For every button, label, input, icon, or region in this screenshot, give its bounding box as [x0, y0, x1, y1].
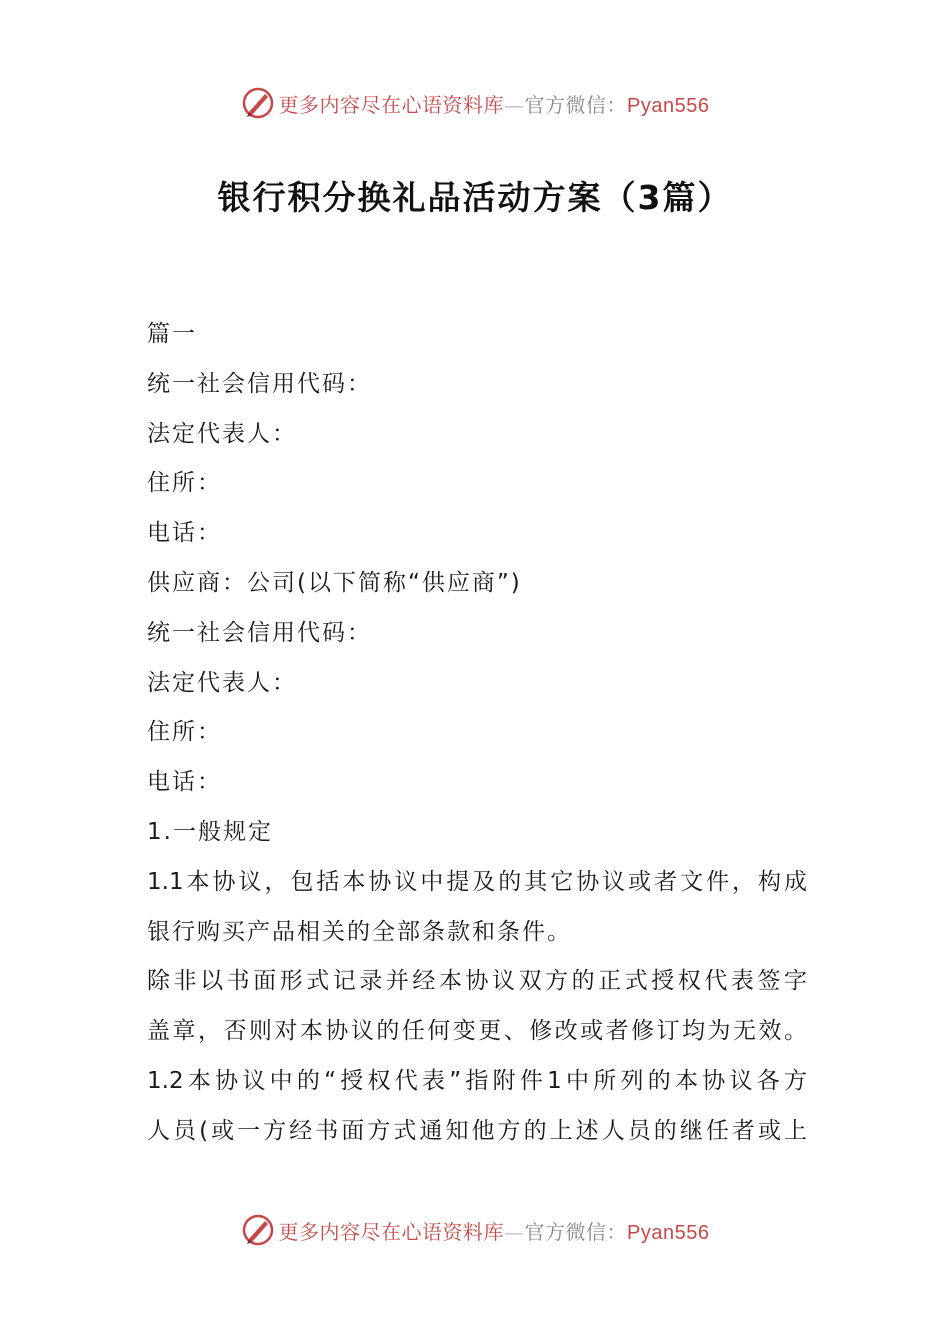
body-line: 人员(或一方经书面方式通知他方的上述人员的继任者或上 — [147, 1117, 807, 1144]
banner-brand: Pyan556 — [627, 94, 710, 117]
banner-dash: — — [504, 1219, 525, 1244]
banner-text-red: 更多内容尽在心语资料库 — [278, 92, 505, 117]
banner-text — [279, 1216, 710, 1245]
body-line: 篇一 — [147, 321, 197, 347]
header-banner — [0, 83, 950, 123]
pen-logo-icon — [241, 86, 275, 120]
body-line: 供应商：公司(以下简称“供应商”) — [147, 569, 522, 596]
body-line: 银行购买产品相关的全部条款和条件。 — [147, 918, 572, 945]
body-line: 法定代表人： — [147, 420, 297, 447]
banner-brand: Pyan556 — [627, 1221, 710, 1244]
pen-logo-icon — [241, 1213, 275, 1247]
banner-text-gray: 官方微信： — [524, 1219, 628, 1244]
body-line: 统一社会信用代码： — [147, 619, 372, 646]
banner-text — [279, 89, 710, 118]
body-line: 法定代表人： — [147, 669, 297, 696]
body-line: 电话： — [147, 769, 222, 796]
footer-banner — [0, 1210, 950, 1250]
document-title: 银行积分换礼品活动方案（3篇） — [217, 178, 733, 217]
banner-text-gray: 官方微信： — [524, 92, 628, 117]
body-line: 1.2本协议中的“授权代表”指附件1中所列的本协议各方 — [147, 1067, 807, 1094]
body-line: 1.1本协议，包括本协议中提及的其它协议或者文件，构成 — [147, 868, 807, 895]
section-heading: 1.一般规定 — [147, 818, 273, 845]
body-line: 电话： — [147, 520, 222, 547]
body-line: 住所： — [147, 470, 222, 497]
banner-dash: — — [504, 92, 525, 117]
body-line: 统一社会信用代码： — [147, 370, 372, 397]
body-line: 除非以书面形式记录并经本协议双方的正式授权代表签字 — [147, 968, 807, 995]
body-line: 盖章，否则对本协议的任何变更、修改或者修订均为无效。 — [147, 1018, 807, 1045]
body-line: 住所： — [147, 719, 222, 746]
banner-text-red: 更多内容尽在心语资料库 — [278, 1219, 505, 1244]
document-body — [147, 310, 807, 1157]
